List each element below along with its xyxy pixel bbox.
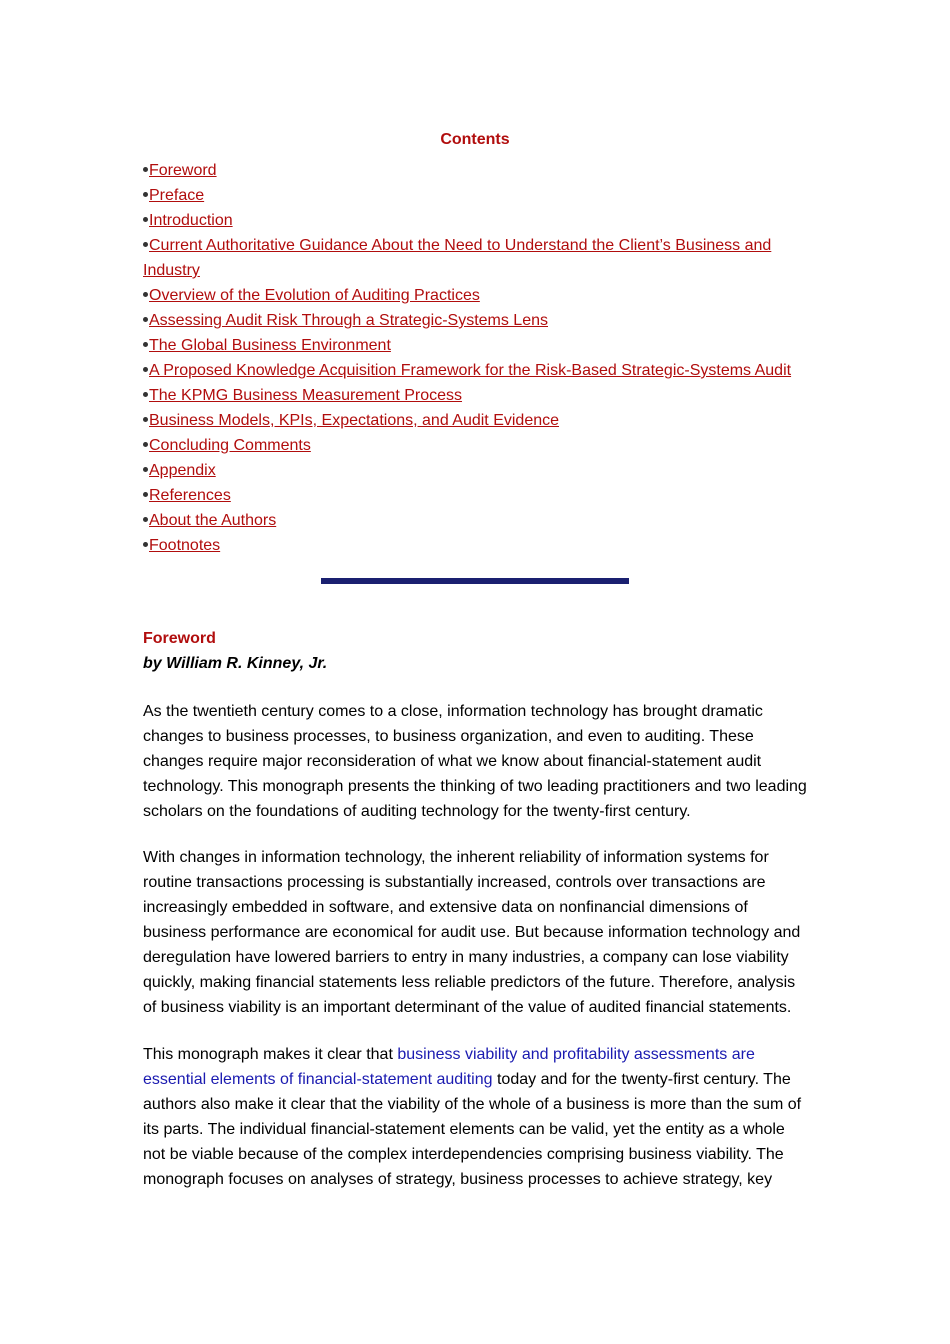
toc-link-references[interactable]: References xyxy=(149,487,231,504)
foreword-byline: by William R. Kinney, Jr. xyxy=(143,655,328,672)
bullet-icon xyxy=(143,217,148,222)
toc-item xyxy=(143,533,803,558)
toc-item xyxy=(143,333,803,358)
toc-link-assessing-audit-risk[interactable]: Assessing Audit Risk Through a Strategic-Systems Lens xyxy=(149,312,548,329)
toc-item xyxy=(143,458,803,483)
bullet-icon xyxy=(143,242,148,247)
toc-item xyxy=(143,358,803,383)
toc-link-evolution-of-auditing[interactable]: Overview of the Evolution of Auditing Practices xyxy=(149,287,480,304)
bullet-icon xyxy=(143,467,148,472)
foreword-heading: Foreword xyxy=(143,630,216,647)
bullet-icon xyxy=(143,442,148,447)
toc-item xyxy=(143,208,803,233)
table-of-contents xyxy=(143,158,803,558)
toc-item xyxy=(143,433,803,458)
toc-link-current-authoritative-guidance[interactable]: Current Authoritative Guidance About the Need to Understand the Client’s Business and Industry xyxy=(143,237,772,279)
toc-item xyxy=(143,508,803,533)
bullet-icon xyxy=(143,192,148,197)
toc-link-appendix[interactable]: Appendix xyxy=(149,462,216,479)
toc-link-footnotes[interactable]: Footnotes xyxy=(149,537,221,554)
toc-item xyxy=(143,483,803,508)
bullet-icon xyxy=(143,417,148,422)
bullet-icon xyxy=(143,167,148,172)
paragraph-text: This monograph makes it clear that xyxy=(143,1046,398,1063)
toc-link-kpmg-business-measurement[interactable]: The KPMG Business Measurement Process xyxy=(149,387,463,404)
foreword-paragraph-1: As the twentieth century comes to a close, information technology has brought dramatic changes to business processes, to business organization, and even to auditing. These changes require major reconsideration of what we know about financial-statement audit technology. This monograph presents the thinking of two leading practitioners and two leading scholars on the foundations of auditing technology for the twenty-first century. xyxy=(143,703,807,820)
toc-item xyxy=(143,158,803,183)
toc-link-knowledge-acquisition-framework[interactable]: A Proposed Knowledge Acquisition Framework for the Risk-Based Strategic-Systems Audit xyxy=(149,362,792,379)
paragraph-text: today and for the twenty-first century. The authors also make it clear that the viability of the whole of a business is more than the sum of its parts. The individual financial-statement elements can be valid, yet the entity as a whole not be viable because of the complex interdependencies comprising business viability. The monograph focuses on analyses of strategy, business processes to achieve strategy, key xyxy=(143,1071,802,1188)
toc-link-foreword[interactable]: Foreword xyxy=(149,162,217,179)
highlighted-text: business viability and profitability assessments are essential elements of financial-statement auditing xyxy=(143,1046,755,1088)
toc-link-preface[interactable]: Preface xyxy=(149,187,205,204)
bullet-icon xyxy=(143,517,148,522)
toc-item xyxy=(143,383,803,408)
bullet-icon xyxy=(143,392,148,397)
bullet-icon xyxy=(143,342,148,347)
bullet-icon xyxy=(143,317,148,322)
foreword-paragraph-3 xyxy=(143,1042,808,1192)
bullet-icon xyxy=(143,292,148,297)
toc-link-concluding-comments[interactable]: Concluding Comments xyxy=(149,437,311,454)
section-divider xyxy=(321,578,629,584)
toc-item xyxy=(143,408,803,433)
toc-link-business-models-kpis[interactable]: Business Models, KPIs, Expectations, and Audit Evidence xyxy=(149,412,560,429)
toc-item xyxy=(143,233,803,283)
bullet-icon xyxy=(143,542,148,547)
toc-link-introduction[interactable]: Introduction xyxy=(149,212,233,229)
toc-item xyxy=(143,183,803,208)
bullet-icon xyxy=(143,492,148,497)
contents-title: Contents xyxy=(440,131,510,148)
foreword-paragraph-2: With changes in information technology, the inherent reliability of information systems for routine transactions processing is substantially increased, controls over transactions are increasingly embedded in software, and extensive data on nonfinancial dimensions of business performance are economical for audit use. But because information technology and deregulation have lowered barriers to entry in many industries, a company can lose viability quickly, making financial statements less reliable predictors of the future. Therefore, analysis of business viability is an important determinant of the value of audited financial statements. xyxy=(143,849,801,1016)
toc-link-global-business-environment[interactable]: The Global Business Environment xyxy=(149,337,391,354)
bullet-icon xyxy=(143,367,148,372)
toc-item xyxy=(143,283,803,308)
toc-link-about-the-authors[interactable]: About the Authors xyxy=(149,512,277,529)
toc-item xyxy=(143,308,803,333)
